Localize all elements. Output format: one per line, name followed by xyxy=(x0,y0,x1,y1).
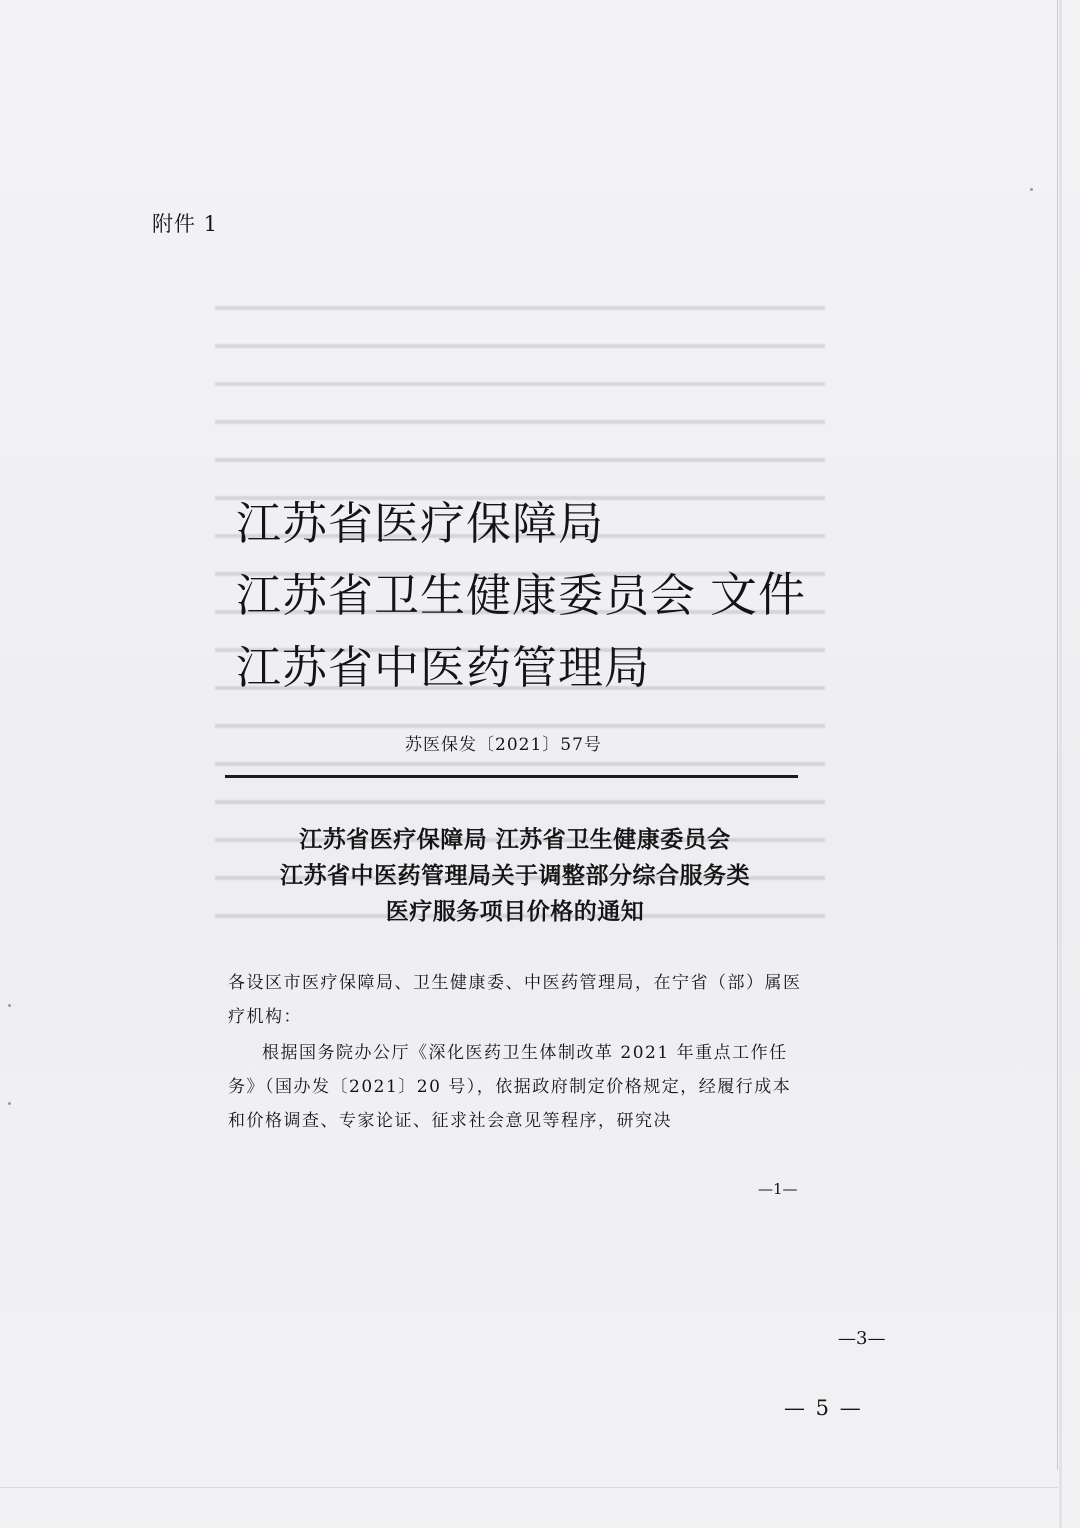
scan-edge xyxy=(1059,0,1062,1528)
header-file-suffix: 文件 xyxy=(710,568,807,623)
header-divider-rule xyxy=(225,775,798,778)
header-line-2-text: 江苏省卫生健康委员会 xyxy=(236,569,697,622)
addressee: 各设区市医疗保障局、卫生健康委、中医药管理局，在宁省（部）属医疗机构： xyxy=(228,973,802,1027)
header-line-1: 江苏省医疗保障局 xyxy=(236,497,605,550)
header-line-3: 江苏省中医药管理局 xyxy=(236,641,651,694)
document-number: 苏医保发〔2021〕57号 xyxy=(405,735,602,755)
page-number-middle: —3— xyxy=(838,1328,886,1349)
header-line-2 xyxy=(236,560,806,632)
scan-speck xyxy=(8,1102,11,1105)
title-line-2: 江苏省中医药管理局关于调整部分综合服务类 xyxy=(280,862,750,889)
scan-edge-line xyxy=(1057,0,1058,1470)
scan-speck xyxy=(8,1004,11,1007)
scan-edge-bottom xyxy=(0,1487,1058,1488)
body-paragraph-1: 根据国务院办公厅《深化医药卫生体制改革 2021 年重点工作任务》（国办发〔2021〕20 号），依据政府制定价格规定，经履行成本和价格调查、专家论证、征求社会意见等程序，研究决 xyxy=(228,1043,792,1131)
scan-speck xyxy=(1030,188,1033,191)
page-number-inner: —1— xyxy=(758,1180,798,1198)
title-line-3: 医疗服务项目价格的通知 xyxy=(385,898,645,925)
issuing-authority-header xyxy=(236,488,806,704)
document-title xyxy=(210,822,820,930)
page-number-outer: — 5 — xyxy=(784,1396,863,1420)
attachment-label: 附件 1 xyxy=(152,212,219,236)
document-body xyxy=(228,966,804,1138)
title-line-1: 江苏省医疗保障局 江苏省卫生健康委员会 xyxy=(299,826,731,853)
